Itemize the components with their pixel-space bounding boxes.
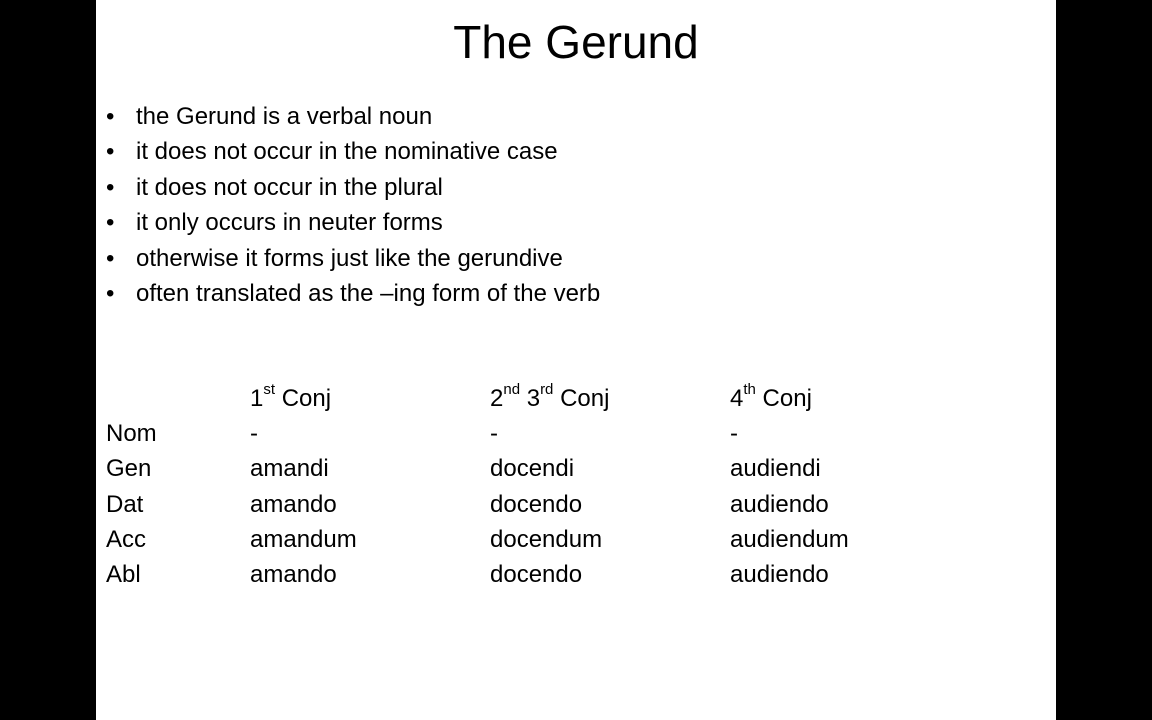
header-ordinal: nd [503,381,521,398]
second-third-conj-form: - [490,420,498,448]
case-label: Nom [106,420,157,448]
header-ordinal: th [743,381,756,398]
fourth-conj-form: audiendo [730,561,829,589]
header-number: 4 [730,385,744,412]
second-third-conj-form: docendi [490,455,575,483]
table-row [106,451,970,486]
table-row [106,487,970,522]
bullet-icon: • [106,209,115,237]
bullet-icon: • [106,280,115,308]
fourth-conj-form: - [730,420,738,448]
bullet-text: the Gerund is a verbal noun [136,103,433,130]
bullet-icon: • [106,244,115,272]
slide [96,0,1056,720]
header-ordinal: rd [540,381,554,398]
bullet-icon: • [106,173,115,201]
bullet-text: often translated as the –ing form of the verb [136,280,601,308]
second-third-conj-form: docendo [490,561,583,589]
case-label: Dat [106,490,144,518]
first-conj-form: - [250,420,258,448]
bullet-item [106,134,600,169]
table-row [106,416,970,451]
bullet-item [106,170,600,205]
bullet-icon: • [106,103,115,130]
first-conj-form: amando [250,561,337,589]
bullet-item [106,276,600,311]
second-third-conj-form: docendo [490,490,583,518]
slide-title: The Gerund [453,16,699,68]
header-case [106,381,250,416]
bullet-text: it does not occur in the nominative case [136,138,558,166]
case-label: Abl [106,561,141,589]
header-number: 2 [490,385,504,412]
conjugation-table [106,381,970,592]
table-header-row [106,381,970,416]
first-conj-form: amandi [250,455,329,483]
header-number: 1 [250,385,264,412]
bullet-text: it does not occur in the plural [136,173,443,201]
bullet-text: it only occurs in neuter forms [136,209,443,237]
bullet-icon: • [106,138,115,166]
header-ordinal: st [263,381,276,398]
fourth-conj-form: audiendi [730,455,821,483]
fourth-conj-form: audiendum [730,525,849,553]
table-row [106,522,970,557]
bullet-list [106,99,600,311]
header-fourth-conj [730,381,970,416]
header-label: Conj [553,385,610,412]
bullet-item [106,99,600,134]
bullet-item [106,205,600,240]
bullet-text: otherwise it forms just like the gerundive [136,244,563,272]
header-number: 3 [520,385,541,412]
first-conj-form: amando [250,490,337,518]
case-label: Gen [106,455,152,483]
bullet-item [106,241,600,276]
header-first-conj [250,381,490,416]
header-label: Conj [755,385,812,412]
second-third-conj-form: docendum [490,525,603,553]
first-conj-form: amandum [250,525,357,553]
header-label: Conj [275,385,332,412]
case-label: Acc [106,525,147,553]
fourth-conj-form: audiendo [730,490,829,518]
header-second-third-conj [490,381,730,416]
table-row [106,557,970,592]
